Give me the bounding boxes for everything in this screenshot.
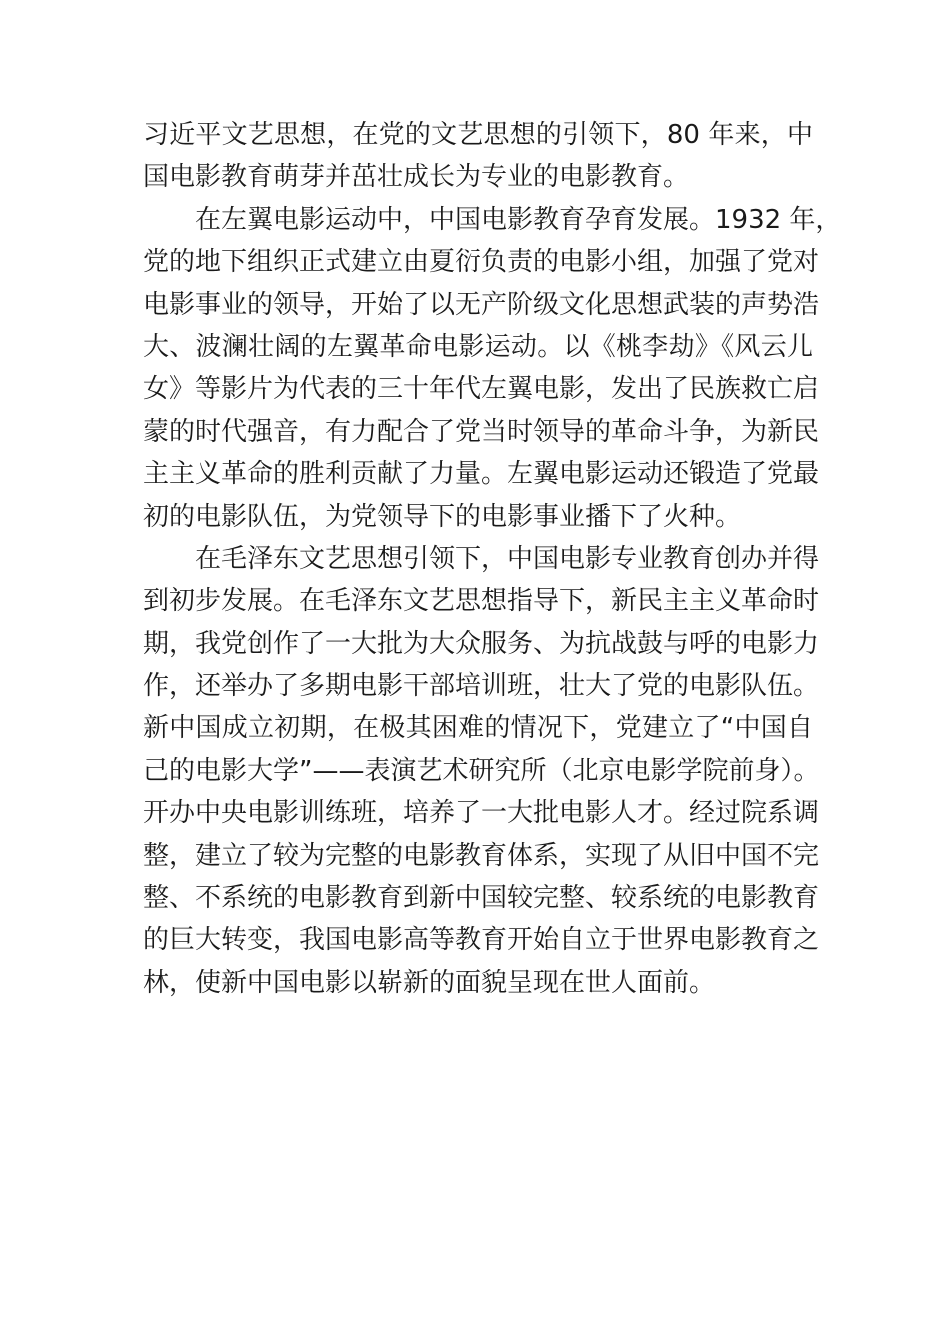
text-line: 期，我党创作了一大批为大众服务、为抗战鼓与呼的电影力 <box>143 628 820 659</box>
text-line: 主主义革命的胜利贡献了力量。左翼电影运动还锻造了党最 <box>143 459 820 490</box>
document-body <box>143 114 842 1004</box>
text-line: 在毛泽东文艺思想引领下，中国电影专业教育创办并得 <box>195 543 820 574</box>
text-line: 的巨大转变，我国电影高等教育开始自立于世界电影教育之 <box>143 925 820 956</box>
text-line: 林，使新中国电影以崭新的面貌呈现在世人面前。 <box>143 967 716 998</box>
text-line: 到初步发展。在毛泽东文艺思想指导下，新民主主义革命时 <box>143 586 820 617</box>
text-line: 初的电影队伍，为党领导下的电影事业播下了火种。 <box>143 501 742 532</box>
text-line: 整、不系统的电影教育到新中国较完整、较系统的电影教育 <box>143 883 820 914</box>
text-line: 女》等影片为代表的三十年代左翼电影，发出了民族救亡启 <box>143 374 820 405</box>
text-line: 蒙的时代强音，有力配合了党当时领导的革命斗争，为新民 <box>143 416 820 447</box>
text-line: 开办中央电影训练班，培养了一大批电影人才。经过院系调 <box>143 798 820 829</box>
text-line: 电影事业的领导，开始了以无产阶级文化思想武装的声势浩 <box>143 289 820 320</box>
text-line: 整，建立了较为完整的电影教育体系，实现了从旧中国不完 <box>143 840 820 871</box>
text-line: 在左翼电影运动中，中国电影教育孕育发展。1932 年， <box>195 204 842 235</box>
text-line: 党的地下组织正式建立由夏衍负责的电影小组，加强了党对 <box>143 247 820 278</box>
text-line: 新中国成立初期，在极其困难的情况下，党建立了“中国自 <box>143 713 813 744</box>
text-line: 习近平文艺思想，在党的文艺思想的引领下，80 年来，中 <box>143 120 813 150</box>
paragraph-3 <box>143 538 820 1004</box>
paragraph-2 <box>143 199 842 538</box>
text-line: 国电影教育萌芽并茁壮成长为专业的电影教育。 <box>143 162 690 193</box>
text-line: 作，还举办了多期电影干部培训班，壮大了党的电影队伍。 <box>143 671 820 702</box>
paragraph-1 <box>143 114 813 199</box>
text-line: 大、波澜壮阔的左翼革命电影运动。以《桃李劫》《风云儿 <box>143 331 813 362</box>
text-line: 己的电影大学”——表演艺术研究所（北京电影学院前身）。 <box>143 755 820 786</box>
